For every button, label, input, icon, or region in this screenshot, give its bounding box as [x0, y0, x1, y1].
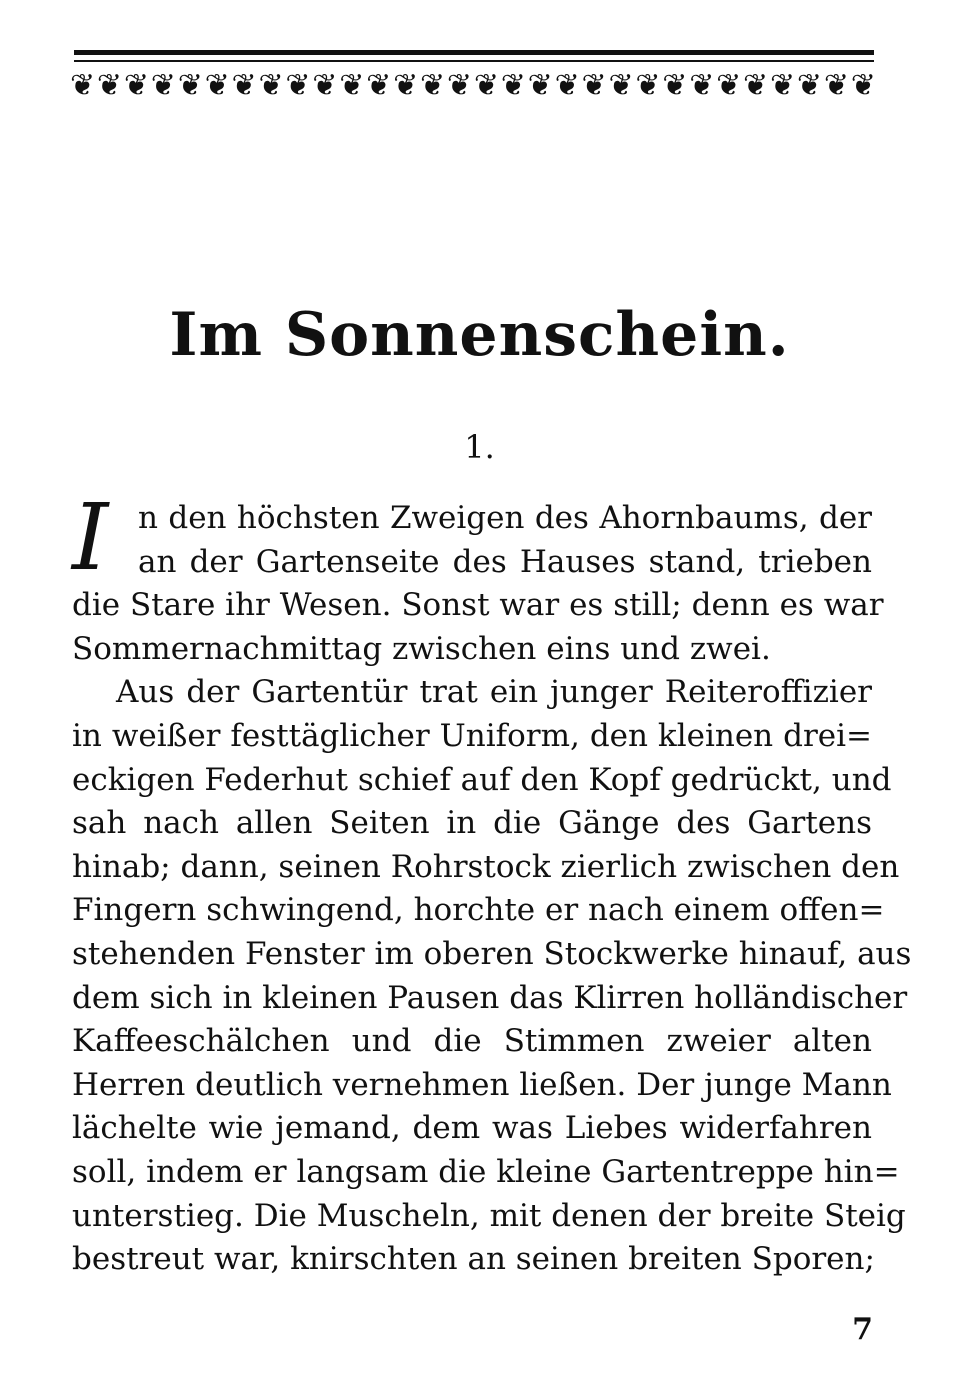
text-line: sah nach allen Seiten in die Gänge des Gartens — [72, 805, 872, 842]
text-line: eckigen Federhut schief auf den Kopf gedrückt, und — [72, 761, 892, 798]
text-line: dem sich in kleinen Pausen das Klirren holländischer — [72, 979, 908, 1016]
text-line: Kaffeeschälchen und die Stimmen zweier alten — [72, 1023, 872, 1060]
ornament-fleuron-icon: ❦ — [662, 68, 688, 103]
page-number: 7 — [852, 1312, 873, 1347]
ornament-fleuron-icon: ❦ — [527, 68, 553, 103]
text-line: n den höchsten Zweigen des Ahornbaums, der — [138, 500, 872, 536]
ornament-fleuron-icon: ❦ — [850, 68, 876, 103]
text-line: bestreut war, knirschten an seinen breiten Sporen; — [72, 1241, 875, 1278]
text-line: unterstieg. Die Muscheln, mit denen der breite Steig — [72, 1197, 906, 1234]
ornament-fleuron-icon: ❦ — [312, 68, 338, 103]
ornament-fleuron-icon: ❦ — [769, 68, 796, 103]
ornament-fleuron-icon: ❦ — [554, 68, 580, 103]
ornament-fleuron-icon: ❦ — [150, 68, 176, 103]
text-line: stehenden Fenster im oberen Stockwerke hinauf, aus — [72, 935, 912, 972]
chapter-number: 1. — [464, 428, 495, 466]
ornament-fleuron-icon: ❦ — [581, 68, 607, 103]
ornament-fleuron-icon: ❦ — [446, 68, 473, 103]
ornament-fleuron-icon: ❦ — [204, 68, 230, 103]
ornament-fleuron-icon: ❦ — [123, 68, 149, 103]
ornament-fleuron-icon: ❦ — [635, 68, 661, 103]
text-line: hinab; dann, seinen Rohrstock zierlich zwischen den — [72, 848, 900, 885]
ornament-fleuron-icon: ❦ — [366, 68, 392, 103]
ornament-fleuron-icon: ❦ — [473, 68, 499, 103]
ornament-fleuron-icon: ❦ — [393, 68, 419, 103]
drop-cap: I — [72, 484, 109, 591]
ornament-fleuron-icon: ❦ — [500, 68, 526, 103]
ornament-fleuron-icon: ❦ — [716, 68, 742, 103]
text-line: die Stare ihr Wesen. Sonst war es still; denn es war — [72, 587, 884, 624]
ornament-fleuron-icon: ❦ — [689, 68, 715, 103]
text-line: Sommernachmittag zwischen eins und zwei. — [72, 630, 771, 667]
ornament-fleuron-icon: ❦ — [743, 68, 769, 103]
ornament-fleuron-icon: ❦ — [796, 68, 823, 103]
ornament-fleuron-icon: ❦ — [177, 68, 203, 103]
ornament-fleuron-icon: ❦ — [258, 68, 284, 103]
ornament-fleuron-icon: ❦ — [96, 68, 123, 103]
text-line: Aus der Gartentür trat ein junger Reiteroffizier — [116, 674, 872, 711]
ornament-fleuron-icon: ❦ — [231, 68, 257, 103]
ornament-fleuron-icon: ❦ — [70, 68, 96, 103]
text-line: an der Gartenseite des Hauses stand, trieben — [138, 543, 872, 580]
ornament-fleuron-icon: ❦ — [419, 68, 446, 103]
header-rule-thin — [74, 60, 874, 62]
text-line: in weißer festtäglicher Uniform, den kleinen drei= — [72, 717, 872, 754]
ornament-fleuron-icon: ❦ — [339, 68, 365, 103]
body-text — [72, 497, 912, 1282]
ornament-fleuron-icon: ❦ — [823, 68, 849, 103]
text-line: Herren deutlich vernehmen ließen. Der junge Mann — [72, 1066, 892, 1103]
header-rule-thick — [74, 50, 874, 55]
ornament-fleuron-icon: ❦ — [608, 68, 634, 103]
header-ornament-row — [70, 66, 876, 106]
text-line: Fingern schwingend, horchte er nach einem offen= — [72, 892, 885, 929]
text-line: soll, indem er langsam die kleine Gartentreppe hin= — [72, 1153, 900, 1190]
page-title: Im Sonnenschein. — [169, 300, 790, 370]
text-line: lächelte wie jemand, dem was Liebes widerfahren — [72, 1110, 872, 1147]
ornament-fleuron-icon: ❦ — [285, 68, 311, 103]
